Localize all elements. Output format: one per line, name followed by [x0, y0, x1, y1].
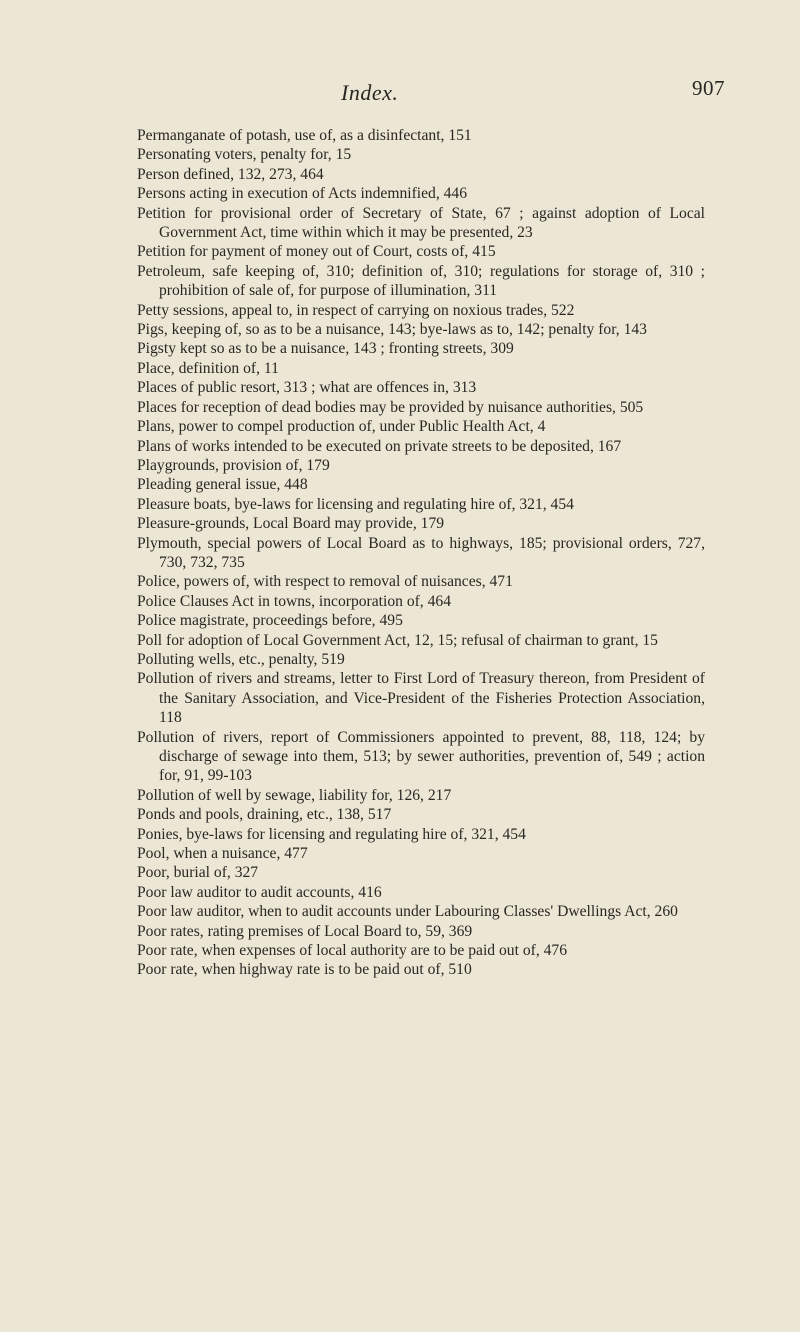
index-entry: Pigs, keeping of, so as to be a nuisance, 143; bye-laws as to, 142; penalty for, 143	[137, 321, 647, 339]
index-entry: Place, definition of, 11	[137, 359, 279, 377]
index-entry: Pleading general issue, 448	[137, 476, 308, 494]
index-entry: Petroleum, safe keeping of, 310; definition of, 310; regulations for storage of, 310 ; prohibition of sale of, for purpose of illumination, 311	[137, 262, 705, 300]
index-entry: Petty sessions, appeal to, in respect of carrying on noxious trades, 522	[137, 301, 575, 319]
index-entry: Pollution of rivers and streams, letter to First Lord of Treasury thereon, from President of the Sanitary Association, and Vice-President of the Fisheries Protection Association, 118	[137, 670, 705, 727]
index-entry: Poor law auditor, when to audit accounts under Labouring Classes' Dwellings Act, 260	[137, 903, 678, 921]
index-entry: Permanganate of potash, use of, as a disinfectant, 151	[137, 127, 472, 144]
index-entry: Ponds and pools, draining, etc., 138, 517	[137, 806, 392, 824]
index-entry: Plans, power to compel production of, under Public Health Act, 4	[137, 418, 546, 436]
index-entry: Poor law auditor to audit accounts, 416	[137, 883, 382, 901]
index-entry: Poor, burial of, 327	[137, 864, 259, 882]
index-entry: Pollution of rivers, report of Commissioners appointed to prevent, 88, 118, 124; by discharge of sewage into them, 513; by sewer authorities, prevention of, 549 ; action for, 91, 99-103	[137, 728, 705, 785]
index-entries	[137, 126, 705, 980]
index-entry: Petition for provisional order of Secretary of State, 67 ; against adoption of Local Government Act, time within which it may be presented, 23	[137, 204, 705, 242]
page-number: 907	[692, 76, 725, 100]
index-entry: Persons acting in execution of Acts indemnified, 446	[137, 185, 468, 203]
index-entry: Petition for payment of money out of Court, costs of, 415	[137, 243, 496, 261]
index-entry: Police magistrate, proceedings before, 495	[137, 612, 403, 630]
index-entry: Poor rate, when expenses of local authority are to be paid out of, 476	[137, 942, 568, 960]
index-entry: Pollution of well by sewage, liability for, 126, 217	[137, 786, 452, 804]
index-entry: Pleasure-grounds, Local Board may provide, 179	[137, 515, 445, 533]
index-entry: Poor rate, when highway rate is to be paid out of, 510	[137, 961, 472, 979]
index-entry: Personating voters, penalty for, 15	[137, 146, 352, 164]
index-entry: Places of public resort, 313 ; what are offences in, 313	[137, 379, 477, 397]
index-entry: Police, powers of, with respect to removal of nuisances, 471	[137, 573, 513, 591]
index-entry: Playgrounds, provision of, 179	[137, 456, 330, 474]
index-entry: Polluting wells, etc., penalty, 519	[137, 650, 345, 668]
index-entry: Ponies, bye-laws for licensing and regulating hire of, 321, 454	[137, 825, 526, 843]
index-entry: Person defined, 132, 273, 464	[137, 165, 324, 183]
index-entry: Pigsty kept so as to be a nuisance, 143 ; fronting streets, 309	[137, 340, 514, 358]
index-entry: Plans of works intended to be executed on private streets to be deposited, 167	[137, 437, 622, 455]
index-entry: Plymouth, special powers of Local Board as to highways, 185; provisional orders, 727, 730, 732, 735	[137, 534, 705, 571]
index-entry: Places for reception of dead bodies may be provided by nuisance authorities, 505	[137, 398, 644, 416]
index-entry: Pleasure boats, bye-laws for licensing and regulating hire of, 321, 454	[137, 495, 574, 513]
running-head-title: Index.	[341, 80, 399, 105]
index-entry: Pool, when a nuisance, 477	[137, 845, 308, 863]
index-entry: Police Clauses Act in towns, incorporation of, 464	[137, 592, 451, 610]
running-head	[0, 76, 800, 110]
index-entry: Poor rates, rating premises of Local Board to, 59, 369	[137, 922, 473, 940]
index-entry: Poll for adoption of Local Government Act, 12, 15; refusal of chairman to grant, 15	[137, 631, 658, 649]
